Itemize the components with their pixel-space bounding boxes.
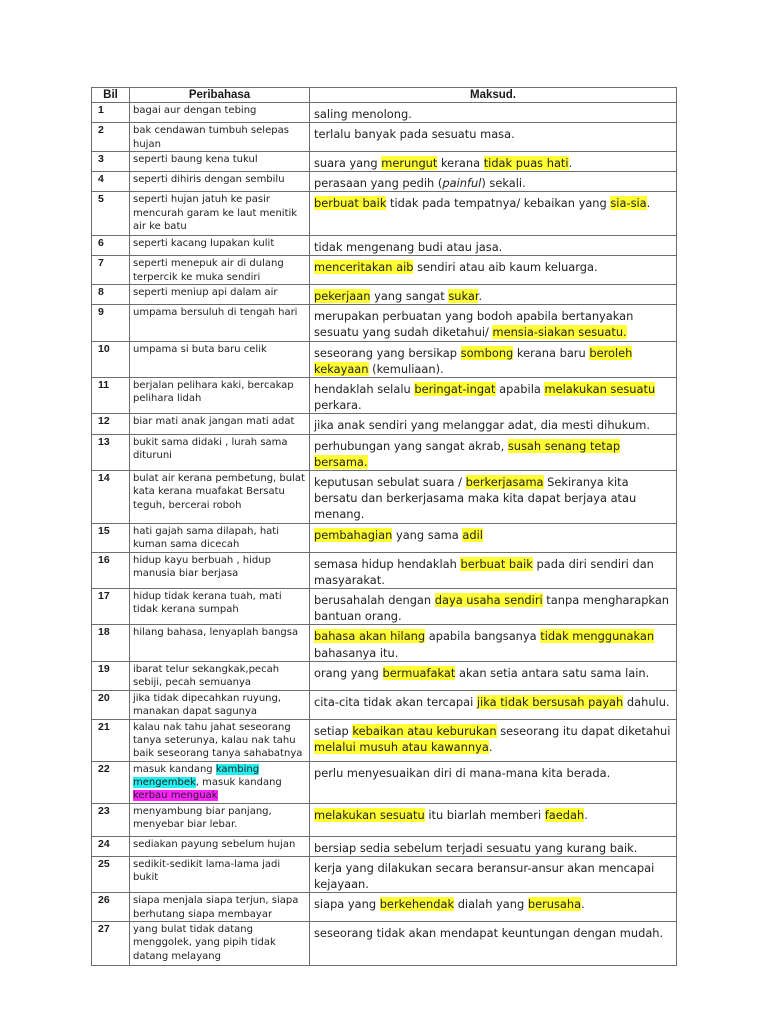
peribahasa-cell bbox=[130, 434, 310, 470]
table-row bbox=[92, 192, 677, 236]
highlight-yellow: susah senang tetap bersama. bbox=[314, 438, 621, 469]
peribahasa-cell bbox=[130, 123, 310, 152]
table-row bbox=[92, 151, 677, 171]
table-row bbox=[92, 719, 677, 761]
peribahasa-cell bbox=[130, 803, 310, 836]
table-row bbox=[92, 471, 677, 524]
row-number: 20 bbox=[92, 690, 130, 719]
peribahasa-table bbox=[91, 87, 677, 966]
highlight-yellow: tidak menggunakan bbox=[540, 629, 655, 644]
text-segment: umpama bersuluh di tengah hari bbox=[133, 307, 298, 319]
table-row bbox=[92, 552, 677, 588]
table-row bbox=[92, 836, 677, 856]
highlight-yellow: merungut bbox=[381, 155, 438, 170]
row-number: 5 bbox=[92, 192, 130, 236]
peribahasa-cell bbox=[130, 552, 310, 588]
peribahasa-cell bbox=[130, 690, 310, 719]
peribahasa-cell bbox=[130, 414, 310, 434]
table-row bbox=[92, 857, 677, 893]
highlight-yellow: faedah bbox=[544, 807, 585, 822]
text-segment: kalau nak tahu jahat seseorang tanya seterunya, kalau nak tahu baik seseorang tanya sahabatnya bbox=[133, 721, 303, 760]
peribahasa-cell bbox=[130, 192, 310, 236]
maksud-cell bbox=[310, 123, 677, 152]
row-number: 7 bbox=[92, 256, 130, 285]
text-segment: keputusan sebulat suara / bbox=[314, 475, 466, 490]
table-row bbox=[92, 661, 677, 690]
row-number: 8 bbox=[92, 285, 130, 305]
text-segment: tidak pada tempatnya/ kebaikan yang bbox=[386, 196, 611, 211]
table-header-row bbox=[92, 88, 677, 103]
text-segment: seperti kacang lupakan kulit bbox=[133, 238, 275, 250]
peribahasa-cell bbox=[130, 719, 310, 761]
peribahasa-cell bbox=[130, 172, 310, 192]
text-segment: semasa hidup hendaklah bbox=[314, 556, 461, 571]
text-segment: yang sama bbox=[392, 527, 463, 542]
text-segment: merupakan perbuatan yang bodoh apabila bertanyakan sesuatu yang sudah diketahui/ bbox=[314, 309, 634, 340]
text-segment: sedikit-sedikit lama-lama jadi bukit bbox=[133, 859, 281, 884]
table-row bbox=[92, 236, 677, 256]
peribahasa-document bbox=[91, 87, 676, 966]
text-segment: saling menolong. bbox=[314, 107, 412, 121]
text-segment: yang sangat bbox=[370, 289, 449, 303]
table-row bbox=[92, 378, 677, 414]
maksud-cell bbox=[310, 103, 677, 123]
maksud-cell bbox=[310, 857, 677, 893]
maksud-cell bbox=[310, 922, 677, 966]
row-number: 18 bbox=[92, 625, 130, 661]
peribahasa-cell bbox=[130, 893, 310, 922]
text-segment: kerana baru bbox=[513, 345, 590, 360]
text-segment: hidup tidak kerana tuah, mati tidak kerana sumpah bbox=[133, 591, 282, 616]
highlight-yellow: pembahagian bbox=[314, 527, 393, 542]
text-segment: seperti dihiris dengan sembilu bbox=[133, 174, 285, 185]
row-number: 14 bbox=[92, 471, 130, 524]
text-segment: itu biarlah memberi bbox=[424, 807, 545, 822]
row-number: 17 bbox=[92, 589, 130, 625]
peribahasa-cell bbox=[130, 151, 310, 171]
text-segment: yang bulat tidak datang menggolek, yang pipih tidak datang melayang bbox=[133, 924, 276, 962]
row-number: 26 bbox=[92, 893, 130, 922]
maksud-cell bbox=[310, 471, 677, 524]
text-segment: masuk kandang bbox=[133, 763, 216, 775]
highlight-yellow: melakukan sesuatu bbox=[314, 807, 425, 822]
row-number: 22 bbox=[92, 761, 130, 803]
row-number: 11 bbox=[92, 378, 130, 414]
row-number: 23 bbox=[92, 803, 130, 836]
table-row bbox=[92, 922, 677, 966]
maksud-cell bbox=[310, 893, 677, 922]
text-segment: siapa yang bbox=[314, 897, 380, 912]
text-segment: . bbox=[568, 155, 573, 170]
text-segment: cita-cita tidak akan tercapai bbox=[314, 694, 477, 709]
table-row bbox=[92, 172, 677, 192]
highlight-yellow: kebaikan atau keburukan bbox=[352, 723, 497, 738]
maksud-cell bbox=[310, 719, 677, 761]
peribahasa-cell bbox=[130, 256, 310, 285]
text-segment: seseorang itu dapat diketahui bbox=[496, 723, 671, 738]
text-segment: umpama si buta baru celik bbox=[133, 343, 267, 355]
text-segment: dahulu. bbox=[623, 694, 670, 709]
table-row bbox=[92, 285, 677, 305]
table-row bbox=[92, 256, 677, 285]
text-segment: jika tidak dipecahkan ruyung, manakan dapat sagunya bbox=[133, 692, 282, 718]
row-number: 21 bbox=[92, 719, 130, 761]
text-segment: . bbox=[488, 740, 493, 755]
peribahasa-cell bbox=[130, 625, 310, 661]
peribahasa-cell bbox=[130, 471, 310, 524]
highlight-magenta: kerbau menguak bbox=[133, 790, 218, 802]
text-segment: dialah yang bbox=[454, 897, 528, 912]
text-segment: Sekiranya kita bersatu dan berkerjasama maka kita dapat berjaya atau menang. bbox=[314, 475, 637, 522]
text-segment: orang yang bbox=[314, 665, 383, 680]
highlight-yellow: berbuat baik bbox=[314, 196, 387, 211]
highlight-yellow: menceritakan aib bbox=[314, 260, 414, 275]
highlight-yellow: jika tidak bersusah payah bbox=[476, 694, 624, 709]
row-number: 4 bbox=[92, 172, 130, 192]
text-segment: bak cendawan tumbuh selepas hujan bbox=[133, 125, 289, 150]
text-segment: apabila bbox=[495, 382, 545, 397]
maksud-cell bbox=[310, 378, 677, 414]
text-segment: hidup kayu berbuah , hidup manusia biar berjasa bbox=[133, 554, 271, 579]
highlight-yellow: sukar bbox=[448, 289, 479, 303]
peribahasa-cell bbox=[130, 857, 310, 893]
maksud-cell bbox=[310, 836, 677, 856]
row-number: 27 bbox=[92, 922, 130, 966]
highlight-yellow: berkehendak bbox=[379, 897, 455, 912]
highlight-yellow: melakukan sesuatu bbox=[544, 382, 656, 397]
table-row bbox=[92, 341, 677, 377]
text-segment: sediakan payung sebelum hujan bbox=[133, 838, 296, 850]
maksud-cell bbox=[310, 661, 677, 690]
row-number: 15 bbox=[92, 523, 130, 552]
maksud-cell bbox=[310, 803, 677, 836]
peribahasa-cell bbox=[130, 661, 310, 690]
maksud-cell bbox=[310, 414, 677, 434]
peribahasa-cell bbox=[130, 761, 310, 803]
text-segment: perkara. bbox=[314, 398, 362, 413]
row-number: 24 bbox=[92, 836, 130, 856]
peribahasa-cell bbox=[130, 589, 310, 625]
text-segment: (kemuliaan). bbox=[368, 361, 444, 376]
table-row bbox=[92, 123, 677, 152]
row-number: 2 bbox=[92, 123, 130, 152]
text-segment: seseorang yang bersikap bbox=[314, 345, 461, 360]
text-segment: . bbox=[581, 897, 585, 912]
row-number: 6 bbox=[92, 236, 130, 256]
peribahasa-cell bbox=[130, 836, 310, 856]
text-segment: bukit sama didaki , lurah sama dituruni bbox=[133, 436, 288, 461]
highlight-yellow: bermuafakat bbox=[382, 665, 456, 680]
row-number: 12 bbox=[92, 414, 130, 434]
header-peribahasa: Peribahasa bbox=[130, 88, 310, 103]
text-segment: tidak mengenang budi atau jasa. bbox=[314, 240, 503, 255]
text-segment: siapa menjala siapa terjun, siapa berhutang siapa membayar bbox=[133, 895, 299, 920]
text-segment: seperti hujan jatuh ke pasir mencurah garam ke laut menitik air ke batu bbox=[133, 194, 298, 232]
text-segment: seperti meniup api dalam air bbox=[133, 287, 278, 298]
peribahasa-cell bbox=[130, 378, 310, 414]
text-segment: perasaan yang pedih ( bbox=[314, 176, 443, 190]
header-bil: Bil bbox=[92, 88, 130, 103]
maksud-cell bbox=[310, 625, 677, 661]
maksud-cell bbox=[310, 589, 677, 625]
peribahasa-cell bbox=[130, 305, 310, 341]
maksud-cell bbox=[310, 151, 677, 171]
text-segment: bahasanya itu. bbox=[314, 645, 399, 660]
row-number: 16 bbox=[92, 552, 130, 588]
text-segment: kerana bbox=[437, 155, 484, 170]
text-segment: ibarat telur sekangkak,pecah sebiji, pecah semuanya bbox=[133, 663, 280, 689]
table-row bbox=[92, 414, 677, 434]
row-number: 25 bbox=[92, 857, 130, 893]
highlight-yellow: berusaha bbox=[527, 897, 582, 912]
row-number: 1 bbox=[92, 103, 130, 123]
text-segment: hati gajah sama dilapah, hati kuman sama dicecah bbox=[133, 525, 279, 550]
table-row bbox=[92, 305, 677, 341]
highlight-cyan: kambing mengembek bbox=[133, 763, 260, 789]
peribahasa-cell bbox=[130, 341, 310, 377]
highlight-yellow: adil bbox=[462, 527, 483, 542]
highlight-yellow: pekerjaan bbox=[314, 289, 371, 303]
highlight-yellow: bahasa akan hilang bbox=[314, 629, 426, 644]
maksud-cell bbox=[310, 256, 677, 285]
highlight-yellow: sia-sia bbox=[610, 196, 647, 211]
text-segment: menyambung biar panjang, menyebar biar lebar. bbox=[133, 805, 272, 831]
text-segment: seperti baung kena tukul bbox=[133, 153, 258, 165]
highlight-yellow: daya usaha sendiri bbox=[434, 593, 543, 608]
table-row bbox=[92, 761, 677, 803]
row-number: 19 bbox=[92, 661, 130, 690]
maksud-cell bbox=[310, 341, 677, 377]
table-body bbox=[92, 103, 677, 966]
text-segment: pada diri sendiri dan masyarakat. bbox=[314, 556, 654, 587]
maksud-cell bbox=[310, 285, 677, 305]
highlight-yellow: berbuat baik bbox=[460, 556, 533, 571]
text-segment: jika anak sendiri yang melanggar adat, dia mesti dihukum. bbox=[314, 418, 650, 433]
maksud-cell bbox=[310, 305, 677, 341]
row-number: 10 bbox=[92, 341, 130, 377]
text-segment: . bbox=[646, 196, 651, 211]
text-segment: bersiap sedia sebelum terjadi sesuatu yang kurang baik. bbox=[314, 840, 638, 855]
text-segment: kerja yang dilakukan secara beransur-ansur akan mencapai kejayaan. bbox=[314, 861, 655, 892]
row-number: 13 bbox=[92, 434, 130, 470]
text-segment: seperti menepuk air di dulang terpercik ke muka sendiri bbox=[133, 258, 284, 283]
peribahasa-cell bbox=[130, 236, 310, 256]
text-segment: biar mati anak jangan mati adat bbox=[133, 416, 295, 428]
row-number: 9 bbox=[92, 305, 130, 341]
highlight-yellow: sombong bbox=[460, 345, 514, 360]
text-segment: perlu menyesuaikan diri di mana-mana kita berada. bbox=[314, 765, 611, 780]
maksud-cell bbox=[310, 552, 677, 588]
text-segment: , masuk kandang bbox=[195, 777, 282, 789]
text-segment: tanpa mengharapkan bantuan orang. bbox=[314, 593, 670, 624]
table-row bbox=[92, 589, 677, 625]
text-segment: terlalu banyak pada sesuatu masa. bbox=[314, 127, 515, 142]
peribahasa-cell bbox=[130, 285, 310, 305]
table-row bbox=[92, 690, 677, 719]
maksud-cell bbox=[310, 172, 677, 192]
text-segment: berusahalah dengan bbox=[314, 593, 435, 608]
highlight-yellow: tidak puas hati bbox=[483, 155, 569, 170]
text-segment: suara yang bbox=[314, 155, 382, 170]
peribahasa-cell bbox=[130, 103, 310, 123]
table-row bbox=[92, 523, 677, 552]
text-segment: . bbox=[478, 289, 483, 303]
text-segment: sendiri atau aib kaum keluarga. bbox=[413, 260, 598, 275]
text-segment: berjalan pelihara kaki, bercakap pelihara lidah bbox=[133, 380, 294, 405]
text-segment: bagai aur dengan tebing bbox=[133, 105, 257, 116]
header-maksud: Maksud. bbox=[310, 88, 677, 103]
text-segment: . bbox=[584, 807, 588, 822]
maksud-cell bbox=[310, 192, 677, 236]
maksud-cell bbox=[310, 434, 677, 470]
highlight-yellow: beringat-ingat bbox=[414, 382, 496, 397]
text-segment: hendaklah selalu bbox=[314, 382, 415, 397]
peribahasa-cell bbox=[130, 922, 310, 966]
peribahasa-cell bbox=[130, 523, 310, 552]
maksud-cell bbox=[310, 523, 677, 552]
maksud-cell bbox=[310, 690, 677, 719]
table-row bbox=[92, 434, 677, 470]
text-segment: hilang bahasa, lenyaplah bangsa bbox=[133, 627, 299, 639]
highlight-yellow: berkerjasama bbox=[465, 475, 544, 490]
table-row bbox=[92, 803, 677, 836]
table-row bbox=[92, 893, 677, 922]
table-row bbox=[92, 103, 677, 123]
text-segment: akan setia antara satu sama lain. bbox=[455, 665, 650, 680]
table-row bbox=[92, 625, 677, 661]
text-segment: seseorang tidak akan mendapat keuntungan dengan mudah. bbox=[314, 926, 664, 941]
maksud-cell bbox=[310, 236, 677, 256]
maksud-cell bbox=[310, 761, 677, 803]
highlight-yellow: melalui musuh atau kawannya bbox=[314, 740, 489, 755]
text-segment: apabila bangsanya bbox=[425, 629, 541, 644]
text-segment: setiap bbox=[314, 723, 353, 738]
highlight-yellow: mensia-siakan sesuatu. bbox=[492, 325, 627, 340]
text-segment: bulat air kerana pembetung, bulat kata kerana muafakat Bersatu teguh, bercerai roboh bbox=[133, 473, 305, 511]
row-number: 3 bbox=[92, 151, 130, 171]
text-segment: ) sekali. bbox=[481, 176, 526, 190]
highlight-yellow: beroleh kekayaan bbox=[314, 345, 633, 376]
text-segment: perhubungan yang sangat akrab, bbox=[314, 438, 508, 453]
text-segment: painful bbox=[442, 176, 482, 190]
